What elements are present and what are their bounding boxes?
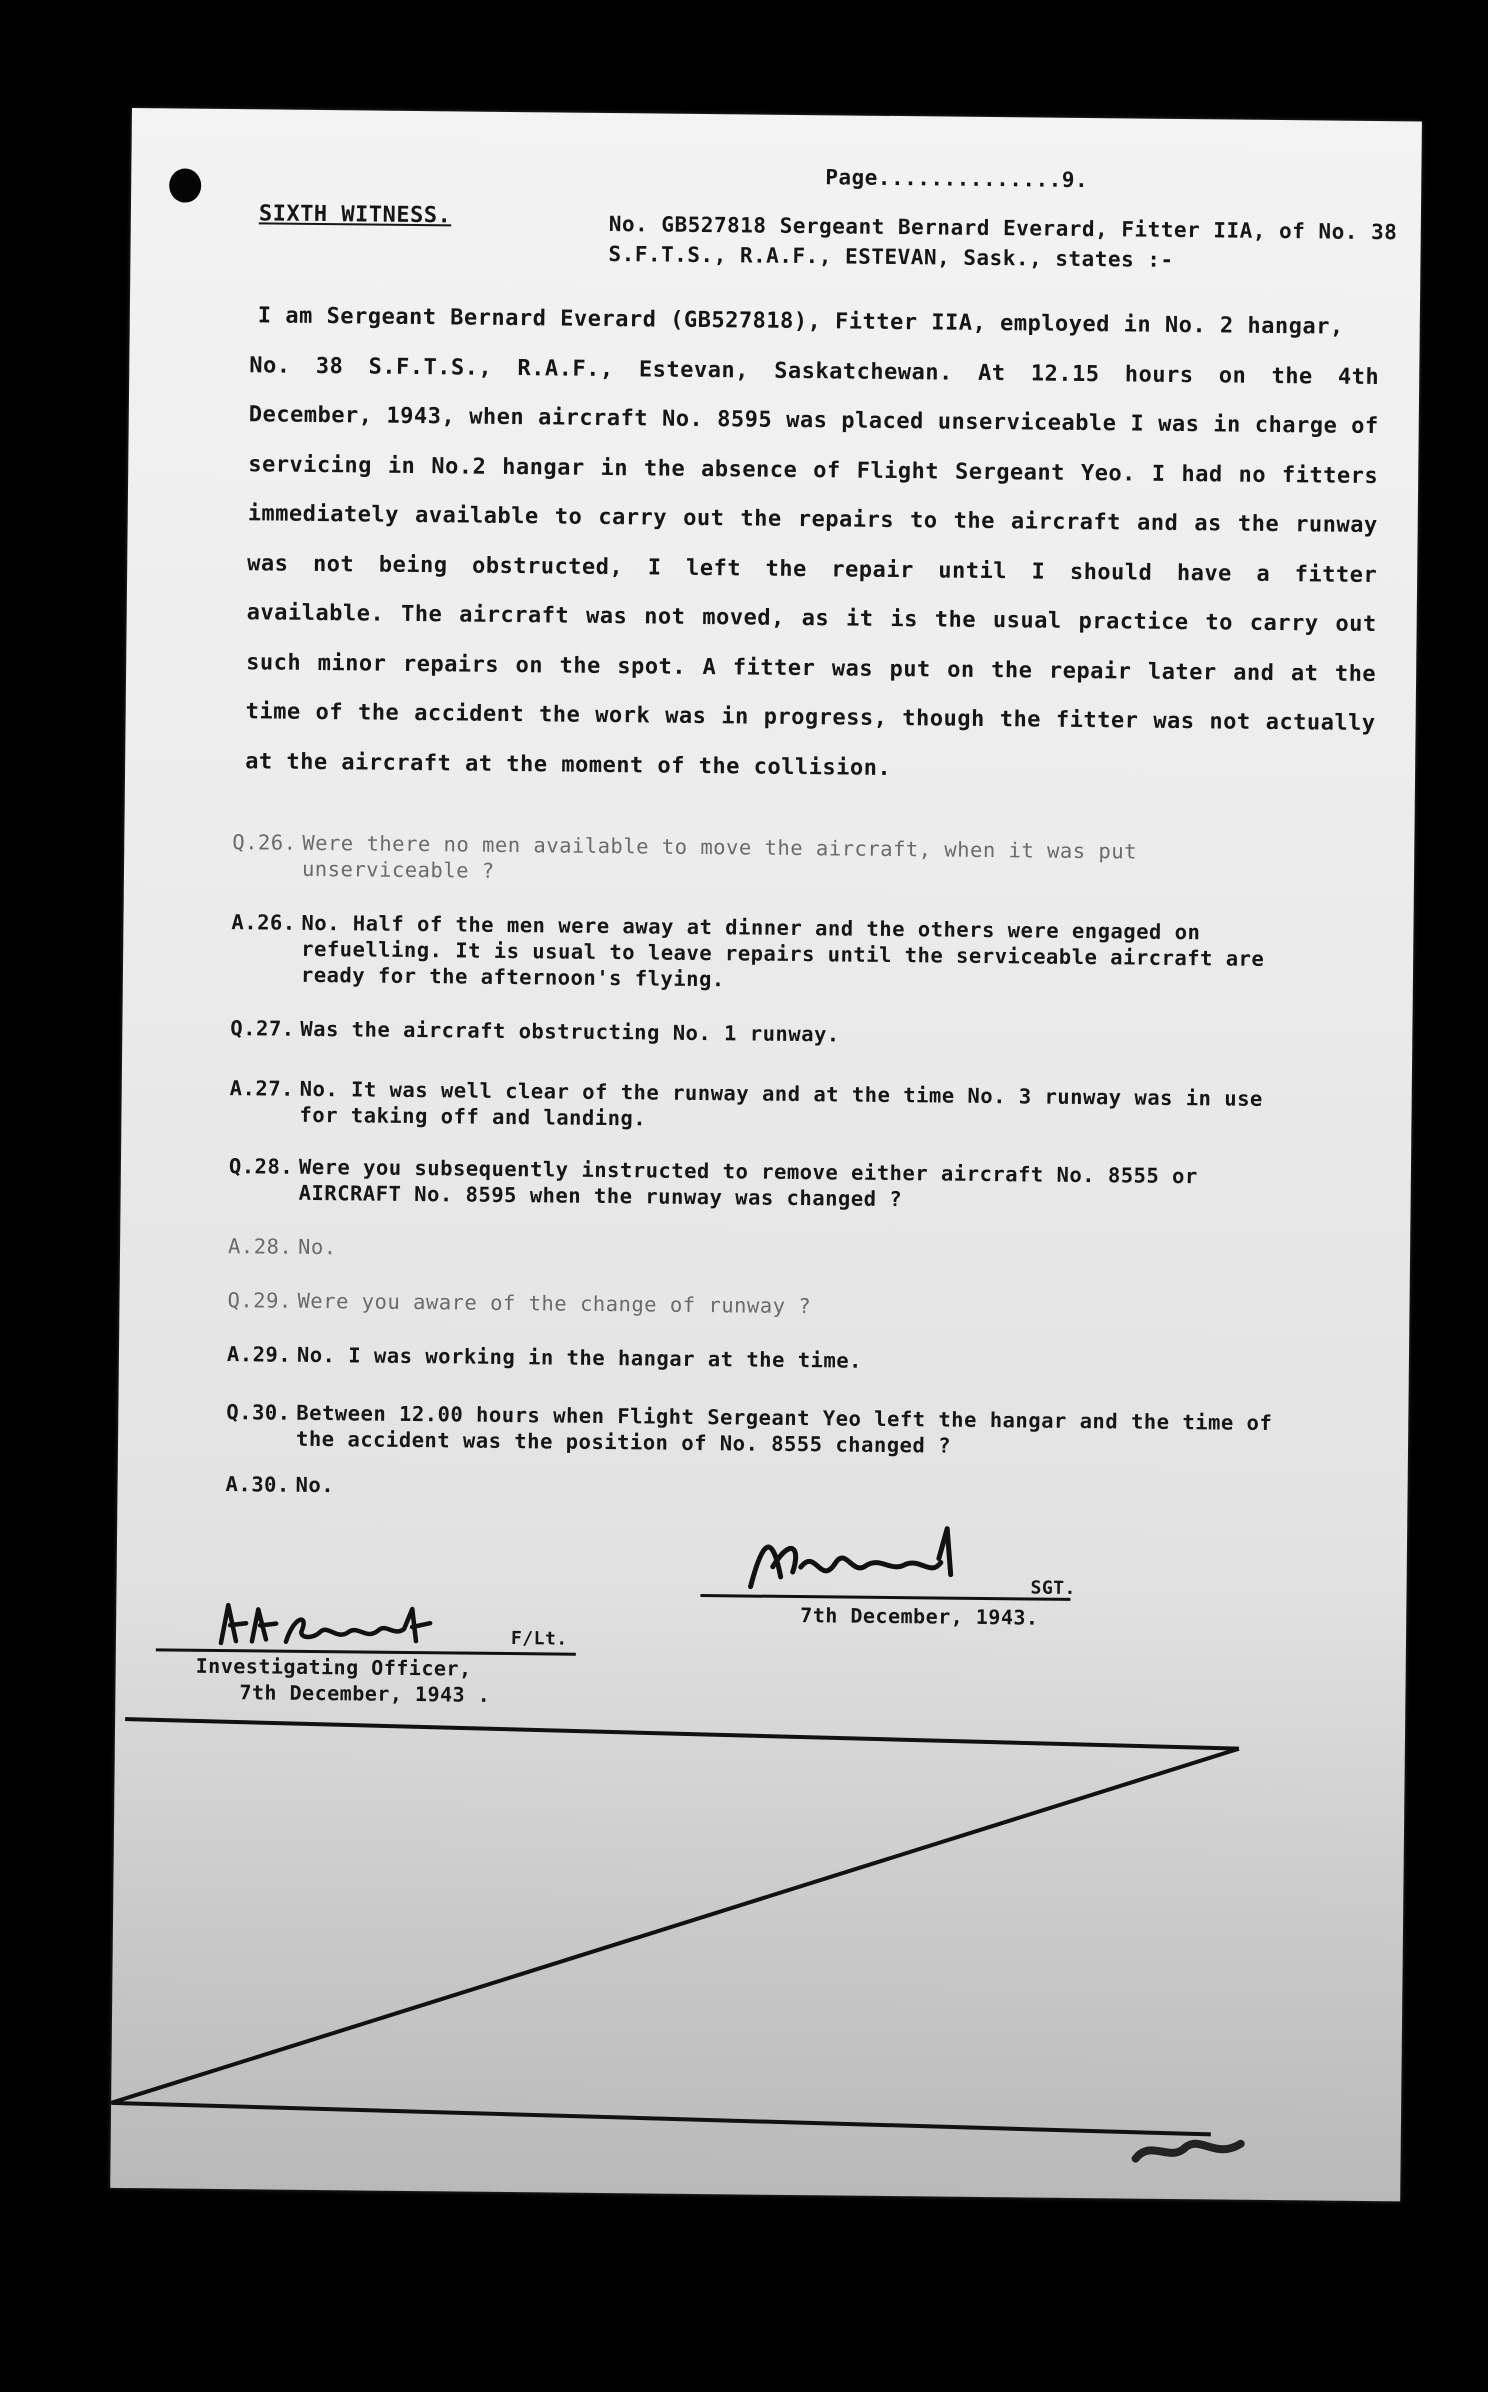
qa-text: No. [295, 1472, 335, 1498]
officer-role-and-date [195, 1653, 490, 1708]
page-number: Page..............9. [825, 165, 1089, 193]
qa-text: No. [297, 1234, 337, 1260]
qa-text: Was the aircraft obstructing No. 1 runway. [300, 1016, 840, 1047]
witness-identification: No. GB527818 Sergeant Bernard Everard, Fitter IIA, of No. 38 S.F.T.S., R.A.F., ESTEVAN, Sask., states :- [608, 212, 1398, 272]
statement-first-line: I am Sergeant Bernard Everard (GB527818), Fitter IIA, employed in No. 2 hangar, [257, 303, 1344, 340]
qa-item-a29 [227, 1341, 1317, 1378]
officer-role: Investigating Officer, [195, 1653, 472, 1681]
qa-item-q28 [229, 1153, 1319, 1216]
qa-number: A.29. [226, 1342, 292, 1367]
qa-text: No. I was working in the hangar at the time. [296, 1342, 863, 1373]
qa-text: No. It was well clear of the runway and at the time No. 3 runway was in use for taking off and landing. [299, 1076, 1263, 1131]
witness-heading: SIXTH WITNESS. [258, 201, 452, 229]
qa-number: Q.28. [228, 1154, 294, 1179]
witness-statement [245, 291, 1380, 798]
qa-number: A.30. [225, 1472, 290, 1497]
qa-item-q26 [232, 829, 1322, 892]
qa-item-q30 [226, 1399, 1316, 1462]
qa-text: Were there no men available to move the aircraft, when it was put unserviceable ? [301, 830, 1138, 883]
qa-text: No. Half of the men were away at dinner and the others were engaged on refuelling. It is usual to leave repairs until the serviceable aircraft are ready for the afternoon's flying. [300, 910, 1265, 992]
corner-stamp-mark [1130, 2129, 1250, 2170]
qa-number: Q.26. [232, 830, 297, 855]
qa-number: A.27. [229, 1076, 295, 1101]
qa-number: A.26. [231, 910, 296, 935]
witness-rank: SGT. [1030, 1577, 1077, 1599]
qa-item-q27 [230, 1015, 1320, 1052]
qa-item-a28 [228, 1233, 1318, 1270]
statement-body: No. 38 S.F.T.S., R.A.F., Estevan, Saskatchewan. At 12.15 hours on the 4th December, 1943, when aircraft No. 8595 was placed unserviceable I was in charge of servicing in No.2 hangar in the absence of Flight Sergeant Yeo. I had no fitters immediately available to carry out the repairs to the aircraft and as the runway was not being obstructed, I left the repair until I should have a fitter available. The aircraft was not moved, as it is the usual practice to carry out such minor repairs on the spot. A fitter was put on the repair later and at the time of the accident the work was in progress, though the fitter was not actually at the aircraft at the moment of the collision. [245, 352, 1380, 781]
qa-number: A.28. [227, 1234, 293, 1259]
witness-signature-line [700, 1594, 1070, 1601]
qa-item-q29 [227, 1287, 1317, 1324]
qa-number: Q.27. [230, 1016, 295, 1041]
officer-rank: F/Lt. [510, 1628, 568, 1650]
witness-signature-block [700, 1524, 1081, 1658]
officer-signature-date: 7th December, 1943 . [239, 1680, 491, 1707]
document-page [110, 108, 1422, 2201]
qa-number: Q.29. [227, 1288, 292, 1313]
qa-text: Were you aware of the change of runway ? [297, 1288, 812, 1319]
qa-text: Between 12.00 hours when Flight Sergeant Yeo left the hangar and the time of the accident was the position of No. 8555 changed ? [295, 1400, 1273, 1458]
qa-text: Were you subsequently instructed to remove either aircraft No. 8555 or AIRCRAFT No. 8595 when the runway was changed ? [298, 1154, 1198, 1212]
witness-handwritten-signature [740, 1516, 981, 1599]
witness-signature-date: 7th December, 1943. [800, 1603, 1039, 1630]
page-cancellation-z-mark [111, 1713, 1405, 2156]
qa-item-a30 [225, 1471, 1315, 1508]
qa-number: Q.30. [226, 1400, 291, 1425]
qa-item-a26 [231, 909, 1322, 998]
punch-hole [169, 168, 201, 202]
qa-item-a27 [229, 1075, 1319, 1138]
